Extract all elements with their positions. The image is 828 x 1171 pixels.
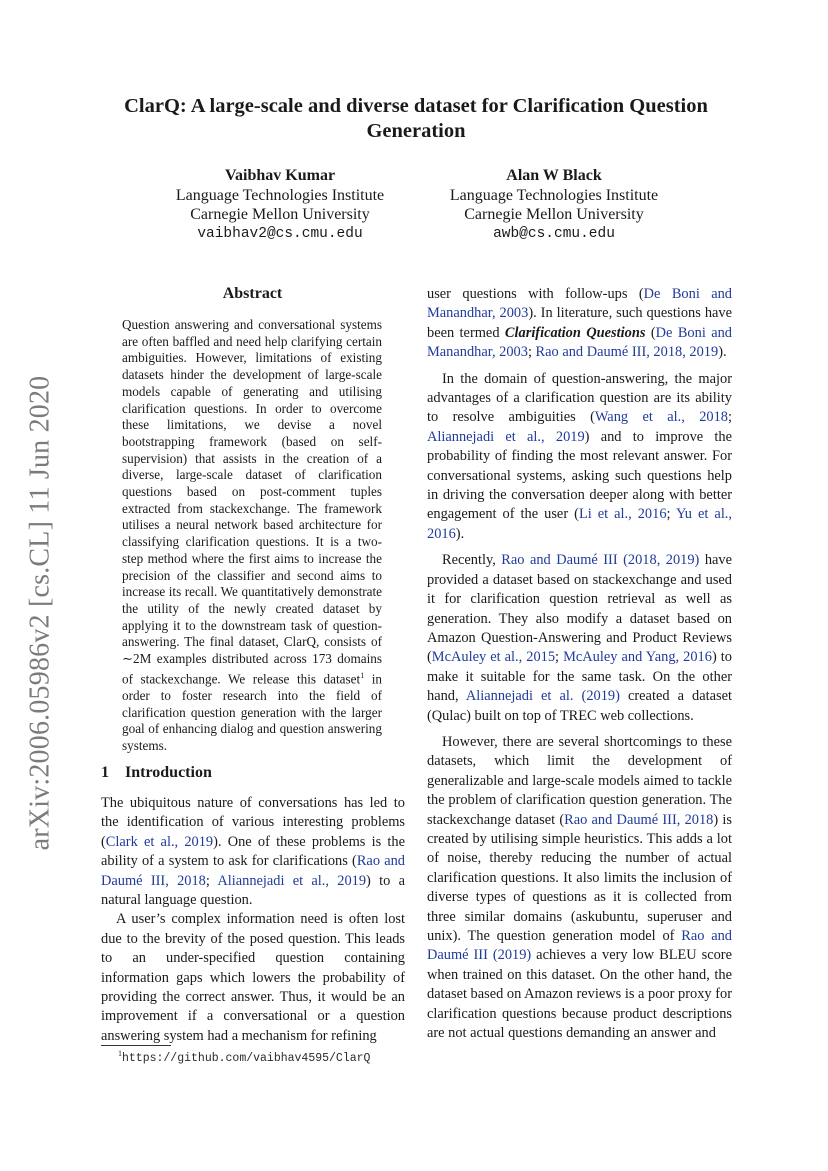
citation-link[interactable]: Yu et al., 2016 bbox=[427, 506, 733, 542]
citation-link[interactable]: Rao and Daumé III, 2018 bbox=[564, 811, 714, 828]
paragraph-text: ). In literature, such questions have been termed bbox=[427, 305, 732, 341]
citation-link[interactable]: Aliannejadi et al. (2019) bbox=[465, 688, 620, 705]
paragraph-text: achieves a very low BLEU score when trained on this dataset. On the other hand, the dataset based on Amazon reviews is a poor proxy for clarification questions because product descriptions are not actual questions demanding an answer and bbox=[427, 947, 732, 1042]
paragraph-text: have provided a dataset based on stackexchange and used it for clarification question retrieval as well as generation. They also modify a dataset based on Amazon Question-Answering and Product Reviews ( bbox=[427, 552, 732, 666]
paragraph-text: However, there are several shortcomings to these datasets, which limit the development of generalizable and large-scale models aimed to tackle the problem of clarification question generation. The stackexchange dataset ( bbox=[427, 733, 732, 828]
section-number: 1 bbox=[101, 764, 109, 781]
paragraph-text: ; bbox=[728, 409, 733, 426]
paragraph-text: ) is created by utilising simple heuristics. This adds a lot of noise, thereby reducing the number of actual clarification questions. It also limits the inclusion of diverse types of questions as it is collected from three similar domains (askubuntu, superuser and unix). The question generation model of bbox=[427, 811, 732, 944]
paragraph-text: ) to a natural language question. bbox=[101, 872, 405, 909]
citation-link[interactable]: Rao and Daumé III, 2018 bbox=[101, 853, 405, 889]
paragraph-text: ; bbox=[527, 344, 536, 361]
abstract-text bbox=[122, 317, 382, 755]
author-email[interactable]: awb@cs.cmu.edu bbox=[493, 225, 615, 242]
paragraph-text: A user’s complex information need is often lost due to the brevity of the posed question. This leads to an under-specified question containing information gaps which lowers the probability of providing the correct answer. Thus, it would be an improvement if a conversational or a question answering system had a mechanism for refining bbox=[101, 911, 405, 1044]
paragraph bbox=[427, 551, 732, 726]
paragraph-text: ). bbox=[455, 525, 465, 542]
citation-link[interactable]: Li et al., 2016 bbox=[578, 506, 667, 523]
citation-link[interactable]: Aliannejadi et al., 2019 bbox=[427, 428, 585, 445]
paragraph-text: The ubiquitous nature of conversations has led to the identification of various interesting problems ( bbox=[101, 795, 405, 850]
paragraph bbox=[101, 794, 405, 910]
footnote-marker[interactable]: 1 bbox=[360, 670, 365, 680]
abstract-body-end: in order to foster research into the field of clarification question generation with the larger goal of enhancing dialog and question answering systems. bbox=[122, 671, 382, 753]
paragraph bbox=[427, 285, 732, 363]
author-name: Alan W Black bbox=[506, 167, 602, 184]
author-affiliation: Language Technologies Institute bbox=[175, 186, 385, 204]
citation-link[interactable]: De Boni and Manandhar, 2003 bbox=[427, 324, 732, 361]
paragraph-text: Recently, bbox=[442, 552, 502, 569]
footnote bbox=[118, 1049, 370, 1065]
abstract-heading: Abstract bbox=[222, 285, 283, 302]
author-name: Vaibhav Kumar bbox=[224, 167, 336, 184]
citation-link[interactable]: Rao and Daumé III (2018, 2019) bbox=[501, 552, 700, 569]
footnote-number: 1 bbox=[118, 1049, 122, 1058]
citation-link[interactable]: McAuley et al., 2015 bbox=[431, 649, 556, 666]
paragraph bbox=[427, 733, 732, 1044]
arxiv-identifier-stamp bbox=[18, 368, 62, 858]
paragraph-text: ). bbox=[718, 344, 727, 361]
citation-link[interactable]: Wang et al., 2018 bbox=[594, 409, 729, 426]
citation-link[interactable]: Rao and Daumé III (2019) bbox=[427, 928, 732, 964]
footnote-divider bbox=[101, 1045, 171, 1046]
paragraph-text: ; bbox=[666, 506, 677, 523]
author-email[interactable]: vaibhav2@cs.cmu.edu bbox=[197, 225, 363, 242]
paragraph bbox=[427, 370, 732, 545]
paragraph-text: ; bbox=[205, 872, 218, 889]
paragraph-text: ) and to improve the probability of finding the most relevant answer. For conversational systems, asking such questions help in driving the conversation deeper along with better engagement of the user ( bbox=[427, 428, 732, 523]
author-university: Carnegie Mellon University bbox=[190, 206, 370, 223]
footnote-url[interactable]: https://github.com/vaibhav4595/ClarQ bbox=[122, 1051, 371, 1065]
citation-link[interactable]: De Boni and Manandhar, 2003 bbox=[427, 286, 732, 322]
paragraph-text: ( bbox=[645, 324, 656, 341]
paragraph-text: ). One of these problems is the ability of a system to ask for clarifications ( bbox=[101, 833, 405, 870]
abstract-body: Question answering and conversational systems are often baffled and need help clarifying certain ambiguities. However, limitations of existing datasets hinder the development of large-scale models capable of generating and utilising clarification questions. In order to overcome these limitations, we devise a novel bootstrapping framework (based on self-supervision) that assists in the creation of a diverse, large-scale dataset of clarification questions based on post-comment tuples extracted from stackexchange. The framework utilises a neural network based architecture for classifying clarification questions. It is a two-step method where the first aims to increase the precision of the classifier and second aims to increase its recall. We quantitatively demonstrate the utility of the newly created dataset by applying it to the downstream task of question-answering. The final dataset, ClarQ, consists of ∼2M examples distributed across 173 domains of stackexchange. We release this dataset bbox=[122, 317, 382, 687]
paragraph-text: ; bbox=[555, 649, 564, 666]
author-block-1 bbox=[160, 166, 400, 244]
author-university: Carnegie Mellon University bbox=[464, 206, 644, 223]
paragraph-text: In the domain of question-answering, the major advantages of a clarification question are its ability to resolve ambiguities ( bbox=[427, 370, 732, 426]
section-heading-introduction bbox=[101, 764, 401, 782]
emphasized-term: Clarification Questions bbox=[504, 324, 646, 341]
citation-link[interactable]: Rao and Daumé III, 2018, 2019 bbox=[535, 344, 719, 361]
paragraph-text: user questions with follow-ups ( bbox=[427, 286, 644, 302]
citation-link[interactable]: Aliannejadi et al., 2019 bbox=[217, 872, 367, 889]
author-block-2 bbox=[434, 166, 674, 244]
section-title: Introduction bbox=[125, 764, 212, 781]
paragraph-text: ) to make it suitable for the same task. On the other hand, bbox=[427, 649, 732, 705]
citation-link[interactable]: McAuley and Yang, 2016 bbox=[563, 649, 712, 666]
right-column-body bbox=[427, 285, 732, 1043]
paper-title: ClarQ: A large-scale and diverse dataset for Clarification Question Generation bbox=[124, 95, 708, 142]
author-affiliation: Language Technologies Institute bbox=[449, 186, 659, 204]
arxiv-identifier-text: arXiv:2006.05986v2 [cs.CL] 11 Jun 2020 bbox=[24, 375, 55, 851]
citation-link[interactable]: Clark et al., 2019 bbox=[105, 833, 214, 850]
paragraph bbox=[101, 910, 405, 1046]
paragraph-text: created a dataset (Qulac) built on top of TREC web collections. bbox=[427, 688, 732, 724]
introduction-body bbox=[101, 794, 405, 1046]
